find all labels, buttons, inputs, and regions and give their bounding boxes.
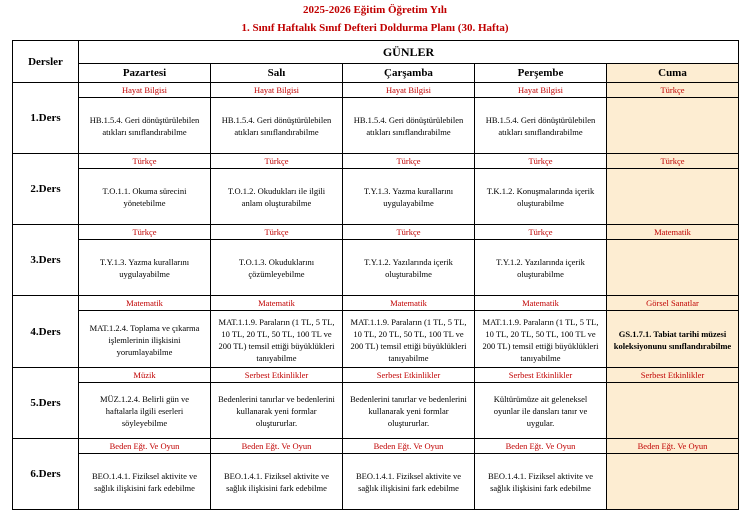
plan-cell xyxy=(79,367,211,438)
plan-cell xyxy=(211,438,343,509)
plan-cell xyxy=(211,225,343,296)
table-row xyxy=(13,225,739,296)
objective-text xyxy=(613,457,732,507)
cell-divider xyxy=(79,453,210,454)
subject-label: Türkçe xyxy=(132,156,157,167)
cell-divider xyxy=(475,239,606,240)
cell-divider xyxy=(343,239,474,240)
cell-divider xyxy=(475,382,606,383)
subject-label: Hayat Bilgisi xyxy=(253,85,300,95)
weekly-plan-table xyxy=(12,40,739,510)
plan-cell xyxy=(343,225,475,296)
subject-label: Türkçe xyxy=(396,227,421,238)
objective-text xyxy=(613,172,732,222)
subject-label: Serbest Etkinlikler xyxy=(640,369,705,380)
objective-text: T.O.1.2. Okudukları ile ilgili anlam oluşturabilme xyxy=(227,186,326,209)
objective-text: MÜZ.1.2.4. Belirli gün ve haftalarla ilgili eserleri söyleyebilme xyxy=(99,393,189,428)
subject-label: Görsel Sanatlar xyxy=(646,298,699,309)
plan-cell xyxy=(607,296,739,367)
cell-divider xyxy=(607,453,738,454)
plan-cell xyxy=(343,296,475,367)
plan-cell xyxy=(79,83,211,154)
cell-divider xyxy=(475,97,606,98)
objective-text: BEO.1.4.1. Fiziksel aktivite ve sağlık ilişkisini fark edebilme xyxy=(487,470,594,493)
subject-label: Beden Eğt. Ve Oyun xyxy=(373,440,444,451)
plan-cell xyxy=(475,438,607,509)
cell-divider xyxy=(607,382,738,383)
cell-divider xyxy=(343,168,474,169)
table-row xyxy=(13,154,739,225)
lesson-label: 3.Ders xyxy=(13,225,79,296)
objective-text: BEO.1.4.1. Fiziksel aktivite ve sağlık ilişkisini fark edebilme xyxy=(355,470,462,493)
objective-text: T.O.1.3. Okuduklarını çözümleyebilme xyxy=(238,257,315,280)
lesson-label: 2.Ders xyxy=(13,154,79,225)
cell-divider xyxy=(475,453,606,454)
plan-cell xyxy=(607,154,739,225)
cell-divider xyxy=(211,97,342,98)
plan-cell xyxy=(475,296,607,367)
plan-cell xyxy=(343,367,475,438)
objective-text: BEO.1.4.1. Fiziksel aktivite ve sağlık ilişkisini fark edebilme xyxy=(91,470,198,493)
cell-divider xyxy=(79,239,210,240)
objective-text: T.Y.1.3. Yazma kurallarını uygulayabilme xyxy=(99,257,190,280)
subject-label: Beden Eğt. Ve Oyun xyxy=(241,440,312,451)
plan-cell xyxy=(211,296,343,367)
subject-label: Türkçe xyxy=(528,156,553,167)
cell-divider xyxy=(211,239,342,240)
subject-label: Serbest Etkinlikler xyxy=(376,369,441,380)
cell-divider xyxy=(343,310,474,311)
cell-divider xyxy=(475,310,606,311)
day-header-pazartesi: Pazartesi xyxy=(79,64,211,83)
plan-cell xyxy=(79,438,211,509)
lesson-label: 5.Ders xyxy=(13,367,79,438)
cell-divider xyxy=(79,382,210,383)
subject-label: Matematik xyxy=(654,227,691,238)
plan-cell xyxy=(79,154,211,225)
lesson-label: 4.Ders xyxy=(13,296,79,367)
table-row xyxy=(13,367,739,438)
dersler-header: Dersler xyxy=(13,41,79,83)
subject-label: Türkçe xyxy=(528,227,553,238)
cell-divider xyxy=(79,310,210,311)
plan-cell xyxy=(211,83,343,154)
objective-text: BEO.1.4.1. Fiziksel aktivite ve sağlık ilişkisini fark edebilme xyxy=(223,470,330,493)
subject-label: Müzik xyxy=(133,369,156,380)
year-title: 2025-2026 Eğitim Öğretim Yılı xyxy=(303,4,447,16)
subject-label: Beden Eğt. Ve Oyun xyxy=(637,440,708,451)
plan-cell xyxy=(607,367,739,438)
cell-divider xyxy=(211,453,342,454)
subject-label: Hayat Bilgisi xyxy=(121,85,168,95)
objective-text: HB.1.5.4. Geri dönüştürülebilen atıkları sınıflandırabilme xyxy=(353,115,464,138)
cell-divider xyxy=(343,382,474,383)
subject-label: Matematik xyxy=(522,298,559,309)
cell-divider xyxy=(607,310,738,311)
objective-text: MAT.1.1.9. Paraların (1 TL, 5 TL, 10 TL, 20 TL, 50 TL, 100 TL ve 200 TL) temsil ettiği büyüklükleri tanıyabilme xyxy=(482,316,599,363)
lesson-label: 6.Ders xyxy=(13,438,79,509)
subject-label: Türkçe xyxy=(264,156,289,167)
cell-divider xyxy=(607,239,738,240)
objective-text: T.Y.1.2. Yazılarında içerik oluşturabilme xyxy=(364,257,453,280)
objective-text: T.K.1.2. Konuşmalarında içerik oluşturabilme xyxy=(486,186,595,209)
plan-cell xyxy=(343,438,475,509)
plan-cell xyxy=(475,83,607,154)
subject-label: Matematik xyxy=(126,298,163,309)
subject-label: Beden Eğt. Ve Oyun xyxy=(109,440,180,451)
objective-text: T.O.1.1. Okuma sürecini yönetebilme xyxy=(102,186,187,209)
plan-cell xyxy=(607,225,739,296)
plan-cell xyxy=(211,367,343,438)
subject-label: Beden Eğt. Ve Oyun xyxy=(505,440,576,451)
objective-text xyxy=(613,386,732,436)
subject-label: Türkçe xyxy=(396,156,421,167)
cell-divider xyxy=(343,453,474,454)
plan-title: 1. Sınıf Haftalık Sınıf Defteri Doldurma Planı (30. Hafta) xyxy=(241,22,509,34)
objective-text: Bedenlerini tanırlar ve bedenlerini kullanarak yeni formlar oluştururlar. xyxy=(218,393,335,428)
objective-text xyxy=(613,243,732,293)
cell-divider xyxy=(607,97,738,98)
plan-cell xyxy=(475,225,607,296)
objective-text xyxy=(613,101,732,151)
subject-label: Hayat Bilgisi xyxy=(385,85,432,95)
plan-cell xyxy=(79,225,211,296)
objective-text: Bedenlerini tanırlar ve bedenlerini kullanarak yeni formlar oluştururlar. xyxy=(350,393,467,428)
cell-divider xyxy=(79,168,210,169)
cell-divider xyxy=(79,97,210,98)
table-row xyxy=(13,83,739,154)
table-row xyxy=(13,296,739,367)
cell-divider xyxy=(211,168,342,169)
objective-text: MAT.1.2.4. Toplama ve çıkarma işlemlerinin ilişkisini yorumlayabilme xyxy=(89,322,200,357)
subject-label: Türkçe xyxy=(264,227,289,238)
day-header-cuma: Cuma xyxy=(607,64,739,83)
plan-cell xyxy=(79,296,211,367)
plan-cell xyxy=(475,367,607,438)
subject-label: Türkçe xyxy=(660,85,685,95)
objective-text: HB.1.5.4. Geri dönüştürülebilen atıkları sınıflandırabilme xyxy=(221,115,332,138)
objective-text: MAT.1.1.9. Paraların (1 TL, 5 TL, 10 TL, 20 TL, 50 TL, 100 TL ve 200 TL) temsil ettiği büyüklükleri tanıyabilme xyxy=(350,316,467,363)
plan-cell xyxy=(607,438,739,509)
cell-divider xyxy=(211,382,342,383)
objective-text: MAT.1.1.9. Paraların (1 TL, 5 TL, 10 TL, 20 TL, 50 TL, 100 TL ve 200 TL) temsil ettiği büyüklükleri tanıyabilme xyxy=(218,316,335,363)
table-row xyxy=(13,438,739,509)
objective-text: HB.1.5.4. Geri dönüştürülebilen atıkları sınıflandırabilme xyxy=(89,115,200,138)
cell-divider xyxy=(607,168,738,169)
plan-cell xyxy=(475,154,607,225)
objective-text: T.Y.1.2. Yazılarında içerik oluşturabilme xyxy=(496,257,585,280)
subject-label: Türkçe xyxy=(132,227,157,238)
gunler-header: GÜNLER xyxy=(79,41,739,64)
objective-text: Kültürümüze ait geleneksel oyunlar ile dansları tanır ve uygular. xyxy=(493,393,588,428)
subject-label: Matematik xyxy=(258,298,295,309)
plan-cell xyxy=(607,83,739,154)
day-header-sali: Salı xyxy=(211,64,343,83)
objective-text: GS.1.7.1. Tabiat tarihi müzesi koleksiyonunu sınıflandırabilme xyxy=(613,328,732,351)
day-header-persembe: Perşembe xyxy=(475,64,607,83)
plan-cell xyxy=(343,83,475,154)
subject-label: Serbest Etkinlikler xyxy=(244,369,309,380)
subject-label: Hayat Bilgisi xyxy=(517,85,564,95)
subject-label: Matematik xyxy=(390,298,427,309)
plan-cell xyxy=(211,154,343,225)
lesson-label: 1.Ders xyxy=(13,83,79,154)
day-header-carsamba: Çarşamba xyxy=(343,64,475,83)
subject-label: Türkçe xyxy=(660,156,685,167)
objective-text: HB.1.5.4. Geri dönüştürülebilen atıkları sınıflandırabilme xyxy=(485,115,596,138)
objective-text: T.Y.1.3. Yazma kurallarını uygulayabilme xyxy=(363,186,454,209)
cell-divider xyxy=(343,97,474,98)
plan-cell xyxy=(343,154,475,225)
cell-divider xyxy=(475,168,606,169)
subject-label: Serbest Etkinlikler xyxy=(508,369,573,380)
cell-divider xyxy=(211,310,342,311)
